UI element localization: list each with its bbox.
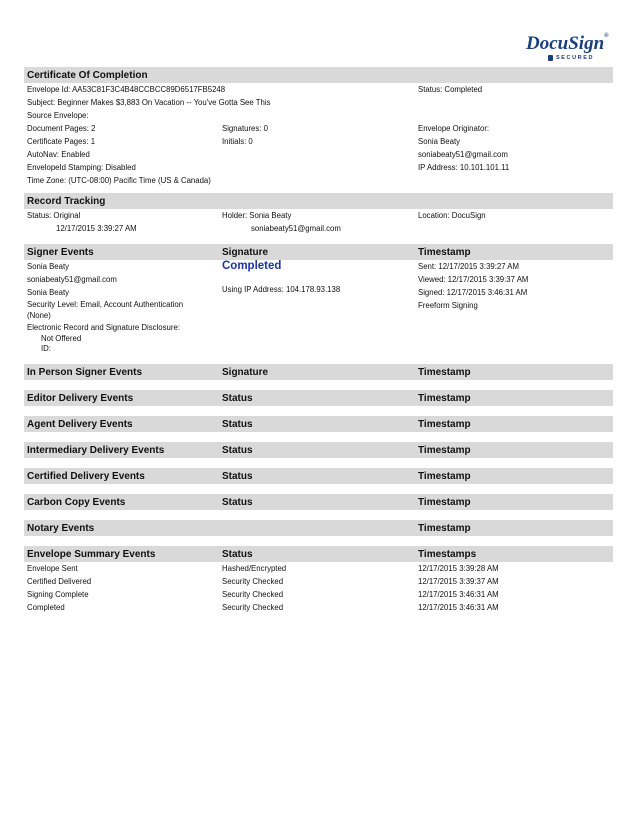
section-col3: Timestamp — [418, 392, 471, 404]
section-title: Agent Delivery Events — [27, 418, 133, 430]
section-title: Carbon Copy Events — [27, 496, 126, 508]
signer-freeform: Freeform Signing — [418, 301, 478, 310]
signer-details — [27, 260, 222, 354]
section-col3: Timestamp — [418, 366, 471, 378]
signer-using-ip: Using IP Address: 104.178.93.138 — [222, 285, 341, 294]
record-holder-email: soniabeaty51@gmail.com — [251, 224, 341, 233]
record-status: Status: Original — [27, 211, 81, 220]
table-row — [24, 575, 613, 588]
summary-timestamps-col: Timestamps — [418, 548, 477, 560]
section-title: Editor Delivery Events — [27, 392, 134, 404]
docusign-logo — [526, 33, 612, 65]
signer-viewed: Viewed: 12/17/2015 3:39:37 AM — [418, 275, 529, 284]
signer-row — [24, 260, 613, 354]
summary-title: Envelope Summary Events — [27, 548, 156, 560]
stamping-row — [24, 161, 613, 174]
record-holder: Holder: Sonia Beaty — [222, 211, 292, 220]
summary-header — [24, 546, 613, 562]
record-date-row — [24, 222, 613, 235]
originator-name: Sonia Beaty — [418, 137, 461, 146]
pages-row — [24, 122, 613, 135]
summary-status: Security Checked — [222, 603, 284, 612]
envelope-status: Status: Completed — [418, 85, 483, 94]
summary-time: 12/17/2015 3:39:37 AM — [418, 577, 499, 586]
section-col2: Signature — [222, 366, 269, 378]
summary-status: Security Checked — [222, 590, 284, 599]
signer-events-timestamp-col: Timestamp — [418, 246, 471, 258]
lock-icon — [548, 55, 553, 61]
completion-title: Certificate Of Completion — [27, 69, 148, 81]
completion-header — [24, 67, 613, 83]
signer-events-title: Signer Events — [27, 246, 94, 258]
signer-not-offered: Not Offered — [41, 334, 82, 343]
record-tracking-header — [24, 193, 613, 209]
summary-time: 12/17/2015 3:46:31 AM — [418, 603, 499, 612]
source-envelope-row — [24, 109, 613, 122]
envelope-originator-label: Envelope Originator: — [418, 124, 490, 133]
section-col2: Status — [222, 418, 253, 430]
section-title: In Person Signer Events — [27, 366, 143, 378]
autonav-row — [24, 148, 613, 161]
signer-timestamps — [418, 260, 613, 354]
certificate-document — [24, 67, 613, 614]
signer-security-level-detail: (None) — [27, 311, 51, 320]
logo-secured-text: SECURED — [556, 55, 595, 61]
summary-event: Signing Complete — [27, 590, 89, 599]
signer-signed: Signed: 12/17/2015 3:46:31 AM — [418, 288, 528, 297]
summary-status-col: Status — [222, 548, 253, 560]
table-row — [24, 588, 613, 601]
section-header — [24, 468, 613, 484]
signatures-count: Signatures: 0 — [222, 124, 268, 133]
summary-event: Envelope Sent — [27, 564, 78, 573]
signer-events-signature-col: Signature — [222, 246, 269, 258]
section-col3: Timestamp — [418, 470, 471, 482]
envelope-subject: Subject: Beginner Makes $3,883 On Vacation -- You've Gotta See This — [27, 98, 271, 107]
section-col2: Status — [222, 444, 253, 456]
signer-email: soniabeaty51@gmail.com — [27, 275, 117, 284]
envelope-id-row — [24, 83, 613, 96]
summary-status: Hashed/Encrypted — [222, 564, 287, 573]
signer-security-level: Security Level: Email, Account Authentication — [27, 300, 184, 309]
section-col2: Status — [222, 496, 253, 508]
section-header — [24, 520, 613, 536]
summary-event: Completed — [27, 603, 65, 612]
section-header — [24, 364, 613, 380]
record-status-row — [24, 209, 613, 222]
section-col3: Timestamp — [418, 522, 471, 534]
signer-id: ID: — [41, 344, 51, 353]
autonav: AutoNav: Enabled — [27, 150, 90, 159]
originator-email: soniabeaty51@gmail.com — [418, 150, 508, 159]
section-col3: Timestamp — [418, 444, 471, 456]
certificate-pages: Certificate Pages: 1 — [27, 137, 96, 146]
section-col2: Status — [222, 470, 253, 482]
section-col3: Timestamp — [418, 418, 471, 430]
summary-time: 12/17/2015 3:39:28 AM — [418, 564, 499, 573]
certificate-pages-row — [24, 135, 613, 148]
originator-ip: IP Address: 10.101.101.11 — [418, 163, 510, 172]
signer-name: Sonia Beaty — [27, 262, 70, 271]
signer-signature — [222, 260, 418, 354]
summary-time: 12/17/2015 3:46:31 AM — [418, 590, 499, 599]
section-title: Certified Delivery Events — [27, 470, 145, 482]
signer-sent: Sent: 12/17/2015 3:39:27 AM — [418, 262, 520, 271]
source-envelope: Source Envelope: — [27, 111, 89, 120]
summary-event: Certified Delivered — [27, 577, 92, 586]
record-tracking-title: Record Tracking — [27, 195, 106, 207]
subject-row — [24, 96, 613, 109]
event-sections — [24, 364, 613, 546]
time-zone-row — [24, 174, 613, 187]
envelopeid-stamping: EnvelopeId Stamping: Disabled — [27, 163, 136, 172]
logo-wordmark: DocuSign® — [526, 33, 609, 54]
section-title: Intermediary Delivery Events — [27, 444, 165, 456]
signer-events-header — [24, 244, 613, 260]
record-status-date: 12/17/2015 3:39:27 AM — [56, 224, 137, 233]
section-header — [24, 494, 613, 510]
signer-disclosure: Electronic Record and Signature Disclosure: — [27, 323, 180, 332]
summary-status: Security Checked — [222, 577, 284, 586]
signature-completed: Completed — [222, 260, 282, 272]
table-row — [24, 562, 613, 575]
time-zone: Time Zone: (UTC-08:00) Pacific Time (US & Canada) — [27, 176, 211, 185]
section-header — [24, 416, 613, 432]
document-pages: Document Pages: 2 — [27, 124, 96, 133]
record-location: Location: DocuSign — [418, 211, 486, 220]
signer-name-2: Sonia Beaty — [27, 288, 70, 297]
envelope-id: Envelope Id: AA53C81F3C4B48CCBCC89D6517FB5248 — [27, 85, 226, 94]
section-header — [24, 442, 613, 458]
section-col3: Timestamp — [418, 496, 471, 508]
section-header — [24, 390, 613, 406]
table-row — [24, 601, 613, 614]
section-col2: Status — [222, 392, 253, 404]
section-title: Notary Events — [27, 522, 95, 534]
initials-count: Initials: 0 — [222, 137, 253, 146]
